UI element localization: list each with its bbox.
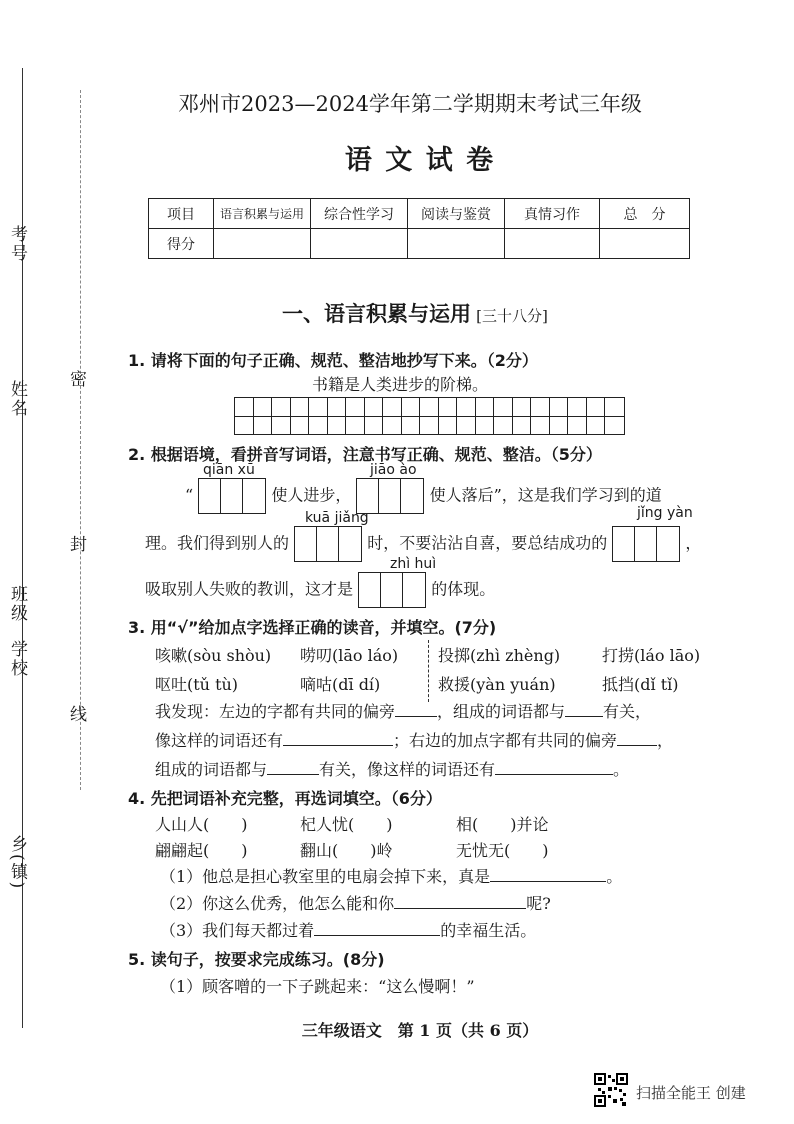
q3-fill-1c: 有关， <box>603 702 652 721</box>
q2-pinyin-3: kuā jiǎng <box>305 510 369 526</box>
q3-word-r2-1[interactable]: 呕吐(tǔ tù) <box>155 675 239 694</box>
score-cell-total[interactable] <box>600 229 690 259</box>
exam-subtitle: 语 文 试 卷 <box>344 145 496 176</box>
copy-grid-cell[interactable] <box>587 398 606 434</box>
copy-grid-cell[interactable] <box>439 398 458 434</box>
q3-fill-line-2 <box>155 728 673 751</box>
q3-fill-3c: 。 <box>613 760 630 779</box>
q2-line-3 <box>145 572 495 608</box>
q4-blank-1[interactable] <box>490 865 606 882</box>
seal-xian: 线 <box>66 705 86 724</box>
q4-idiom-r2-2[interactable]: 翻山( )岭 <box>300 841 393 860</box>
q2-answer-box-3[interactable] <box>294 526 362 562</box>
label-exam-no: 考号 <box>7 225 27 263</box>
q3-word-r1-3[interactable]: 投掷(zhì zhèng) <box>438 646 561 665</box>
q2-pinyin-4: jǐng yàn <box>637 505 693 521</box>
copy-grid-cell[interactable] <box>457 398 476 434</box>
copy-grid-cell[interactable] <box>291 398 310 434</box>
q2-answer-box-4[interactable] <box>612 526 680 562</box>
page-footer: 三年级语文 第 1 页（共 6 页） <box>301 1021 539 1040</box>
score-cell-reading[interactable] <box>408 229 505 259</box>
score-header-comprehensive: 综合性学习 <box>311 199 408 229</box>
q2-text-2c: ， <box>685 533 702 553</box>
q2-open-quote: “ <box>185 485 194 505</box>
q3-blank-3[interactable] <box>283 729 393 746</box>
section-1-heading <box>282 298 548 328</box>
qr-code-icon <box>594 1073 628 1107</box>
q3-fill-2a: 像这样的词语还有 <box>155 731 284 750</box>
q4-blank-2[interactable] <box>394 892 526 909</box>
copy-grid-cell[interactable] <box>272 398 291 434</box>
q3-fill-1a: 我发现：左边的字都有共同的偏旁 <box>155 702 396 721</box>
q1-prompt: 1. 请将下面的句子正确、规范、整洁地抄写下来。（2分） <box>128 351 538 370</box>
q2-text-2a: 理。我们得到别人的 <box>145 533 290 553</box>
score-cell-language[interactable] <box>214 229 311 259</box>
scanner-label: 扫描全能王 创建 <box>636 1084 746 1102</box>
score-cell-writing[interactable] <box>505 229 600 259</box>
q4-idiom-r1-2[interactable]: 杞人忧( ) <box>300 815 393 834</box>
q4-sentence-3a: （3）我们每天都过着 <box>160 921 315 940</box>
q3-fill-2b: ；右边的加点字都有共同的偏旁 <box>393 731 618 750</box>
q4-idiom-r1-1[interactable]: 人山人( ) <box>155 815 248 834</box>
label-town: 乡(镇) <box>7 835 27 891</box>
copy-grid-cell[interactable] <box>328 398 347 434</box>
copy-grid-cell[interactable] <box>402 398 421 434</box>
q2-pinyin-5: zhì huì <box>390 556 437 572</box>
score-header-reading: 阅读与鉴赏 <box>408 199 505 229</box>
exam-title: 邓州市2023—2024学年第二学期期末考试三年级 <box>178 92 642 116</box>
copy-grid-cell[interactable] <box>494 398 513 434</box>
q4-sentence-3 <box>160 918 536 941</box>
label-class: 班级 <box>7 585 27 623</box>
q3-fill-3b: 有关，像这样的词语还有 <box>319 760 496 779</box>
q5-sentence-1: （1）顾客噌的一下子跳起来：“这么慢啊！” <box>160 977 475 996</box>
q3-word-r2-4[interactable]: 抵挡(dǐ tǐ) <box>602 675 679 694</box>
q4-idiom-r2-1[interactable]: 翩翩起( ) <box>155 841 248 860</box>
q4-prompt: 4. 先把词语补充完整，再选词填空。（6分） <box>128 789 442 808</box>
section-1-points: [三十八分] <box>476 307 548 325</box>
q1-copy-grid[interactable] <box>234 397 625 435</box>
copy-grid-cell[interactable] <box>420 398 439 434</box>
copy-grid-cell[interactable] <box>365 398 384 434</box>
q2-answer-box-1[interactable] <box>198 478 266 514</box>
q2-line-1 <box>185 478 662 514</box>
q3-fill-3a: 组成的词语都与 <box>155 760 268 779</box>
copy-grid-cell[interactable] <box>531 398 550 434</box>
score-header-language: 语言积累与运用 <box>214 199 311 229</box>
q3-blank-5[interactable] <box>267 758 319 775</box>
q3-divider <box>428 640 429 702</box>
seal-mi: 密 <box>66 370 86 389</box>
score-cell-comprehensive[interactable] <box>311 229 408 259</box>
q3-prompt: 3. 用“√”给加点字选择正确的读音，并填空。(7分) <box>128 618 497 637</box>
seal-dotted-line <box>80 90 81 790</box>
q4-sentence-1b: 。 <box>606 867 623 886</box>
copy-grid-cell[interactable] <box>476 398 495 434</box>
q3-fill-1b: ，组成的词语都与 <box>437 702 566 721</box>
q2-pinyin-1: qiān xū <box>203 462 255 478</box>
q3-fill-line-1 <box>155 699 651 722</box>
copy-grid-cell[interactable] <box>513 398 532 434</box>
q3-word-r2-3[interactable]: 救援(yàn yuán) <box>438 675 556 694</box>
copy-grid-cell[interactable] <box>346 398 365 434</box>
q3-blank-4[interactable] <box>617 729 657 746</box>
q2-answer-box-5[interactable] <box>358 572 426 608</box>
score-header-item: 项目 <box>149 199 214 229</box>
score-table <box>148 198 690 259</box>
q1-sentence: 书籍是人类进步的阶梯。 <box>312 375 489 394</box>
q3-blank-1[interactable] <box>395 700 437 717</box>
q2-text-1b: 使人落后”，这是我们学习到的道 <box>429 485 662 505</box>
score-row-label: 得分 <box>149 229 214 259</box>
q2-text-1a: 使人进步， <box>271 485 352 505</box>
q3-fill-2c: ， <box>657 731 674 750</box>
q4-sentence-1a: （1）他总是担心教室里的电扇会掉下来，真是 <box>160 867 491 886</box>
q4-sentence-2 <box>160 891 551 914</box>
q4-sentence-2b: 呢? <box>526 894 551 913</box>
copy-grid-cell[interactable] <box>235 398 254 434</box>
copy-grid-cell[interactable] <box>550 398 569 434</box>
q4-idiom-r1-3[interactable]: 相( )并论 <box>456 815 549 834</box>
score-header-total: 总 分 <box>600 199 690 229</box>
copy-grid-cell[interactable] <box>605 398 624 434</box>
q5-prompt: 5. 读句子，按要求完成练习。(8分) <box>128 950 385 969</box>
label-name: 姓名 <box>7 380 27 418</box>
q3-blank-6[interactable] <box>495 758 613 775</box>
score-header-writing: 真情习作 <box>505 199 600 229</box>
copy-grid-cell[interactable] <box>568 398 587 434</box>
q2-pinyin-2: jiāo ào <box>370 462 417 478</box>
q2-answer-box-2[interactable] <box>356 478 424 514</box>
q3-word-r1-2[interactable]: 唠叨(lāo láo) <box>300 646 399 665</box>
copy-grid-cell[interactable] <box>309 398 328 434</box>
copy-grid-cell[interactable] <box>383 398 402 434</box>
q4-blank-3[interactable] <box>314 919 440 936</box>
q3-blank-2[interactable] <box>565 700 603 717</box>
q4-sentence-3b: 的幸福生活。 <box>440 921 537 940</box>
q2-text-3b: 的体现。 <box>431 579 496 599</box>
section-1-title: 一、语言积累与运用 <box>282 301 471 326</box>
label-school: 学校 <box>7 640 27 678</box>
q4-idiom-r2-3[interactable]: 无忧无( ) <box>456 841 549 860</box>
q3-fill-line-3 <box>155 757 629 780</box>
q2-prompt: 2. 根据语境，看拼音写词语，注意书写正确、规范、整洁。（5分） <box>128 445 602 464</box>
q3-word-r2-2[interactable]: 嘀咕(dī dí) <box>300 675 381 694</box>
q4-sentence-1 <box>160 864 622 887</box>
q2-text-2b: 时，不要沾沾自喜，要总结成功的 <box>367 533 608 553</box>
copy-grid-cell[interactable] <box>254 398 273 434</box>
q2-text-3a: 吸取别人失败的教训，这才是 <box>145 579 354 599</box>
q4-sentence-2a: （2）你这么优秀，他怎么能和你 <box>160 894 395 913</box>
seal-feng: 封 <box>66 535 86 554</box>
q3-word-r1-4[interactable]: 打捞(láo lāo) <box>602 646 701 665</box>
q3-word-r1-1[interactable]: 咳嗽(sòu shòu) <box>155 646 272 665</box>
